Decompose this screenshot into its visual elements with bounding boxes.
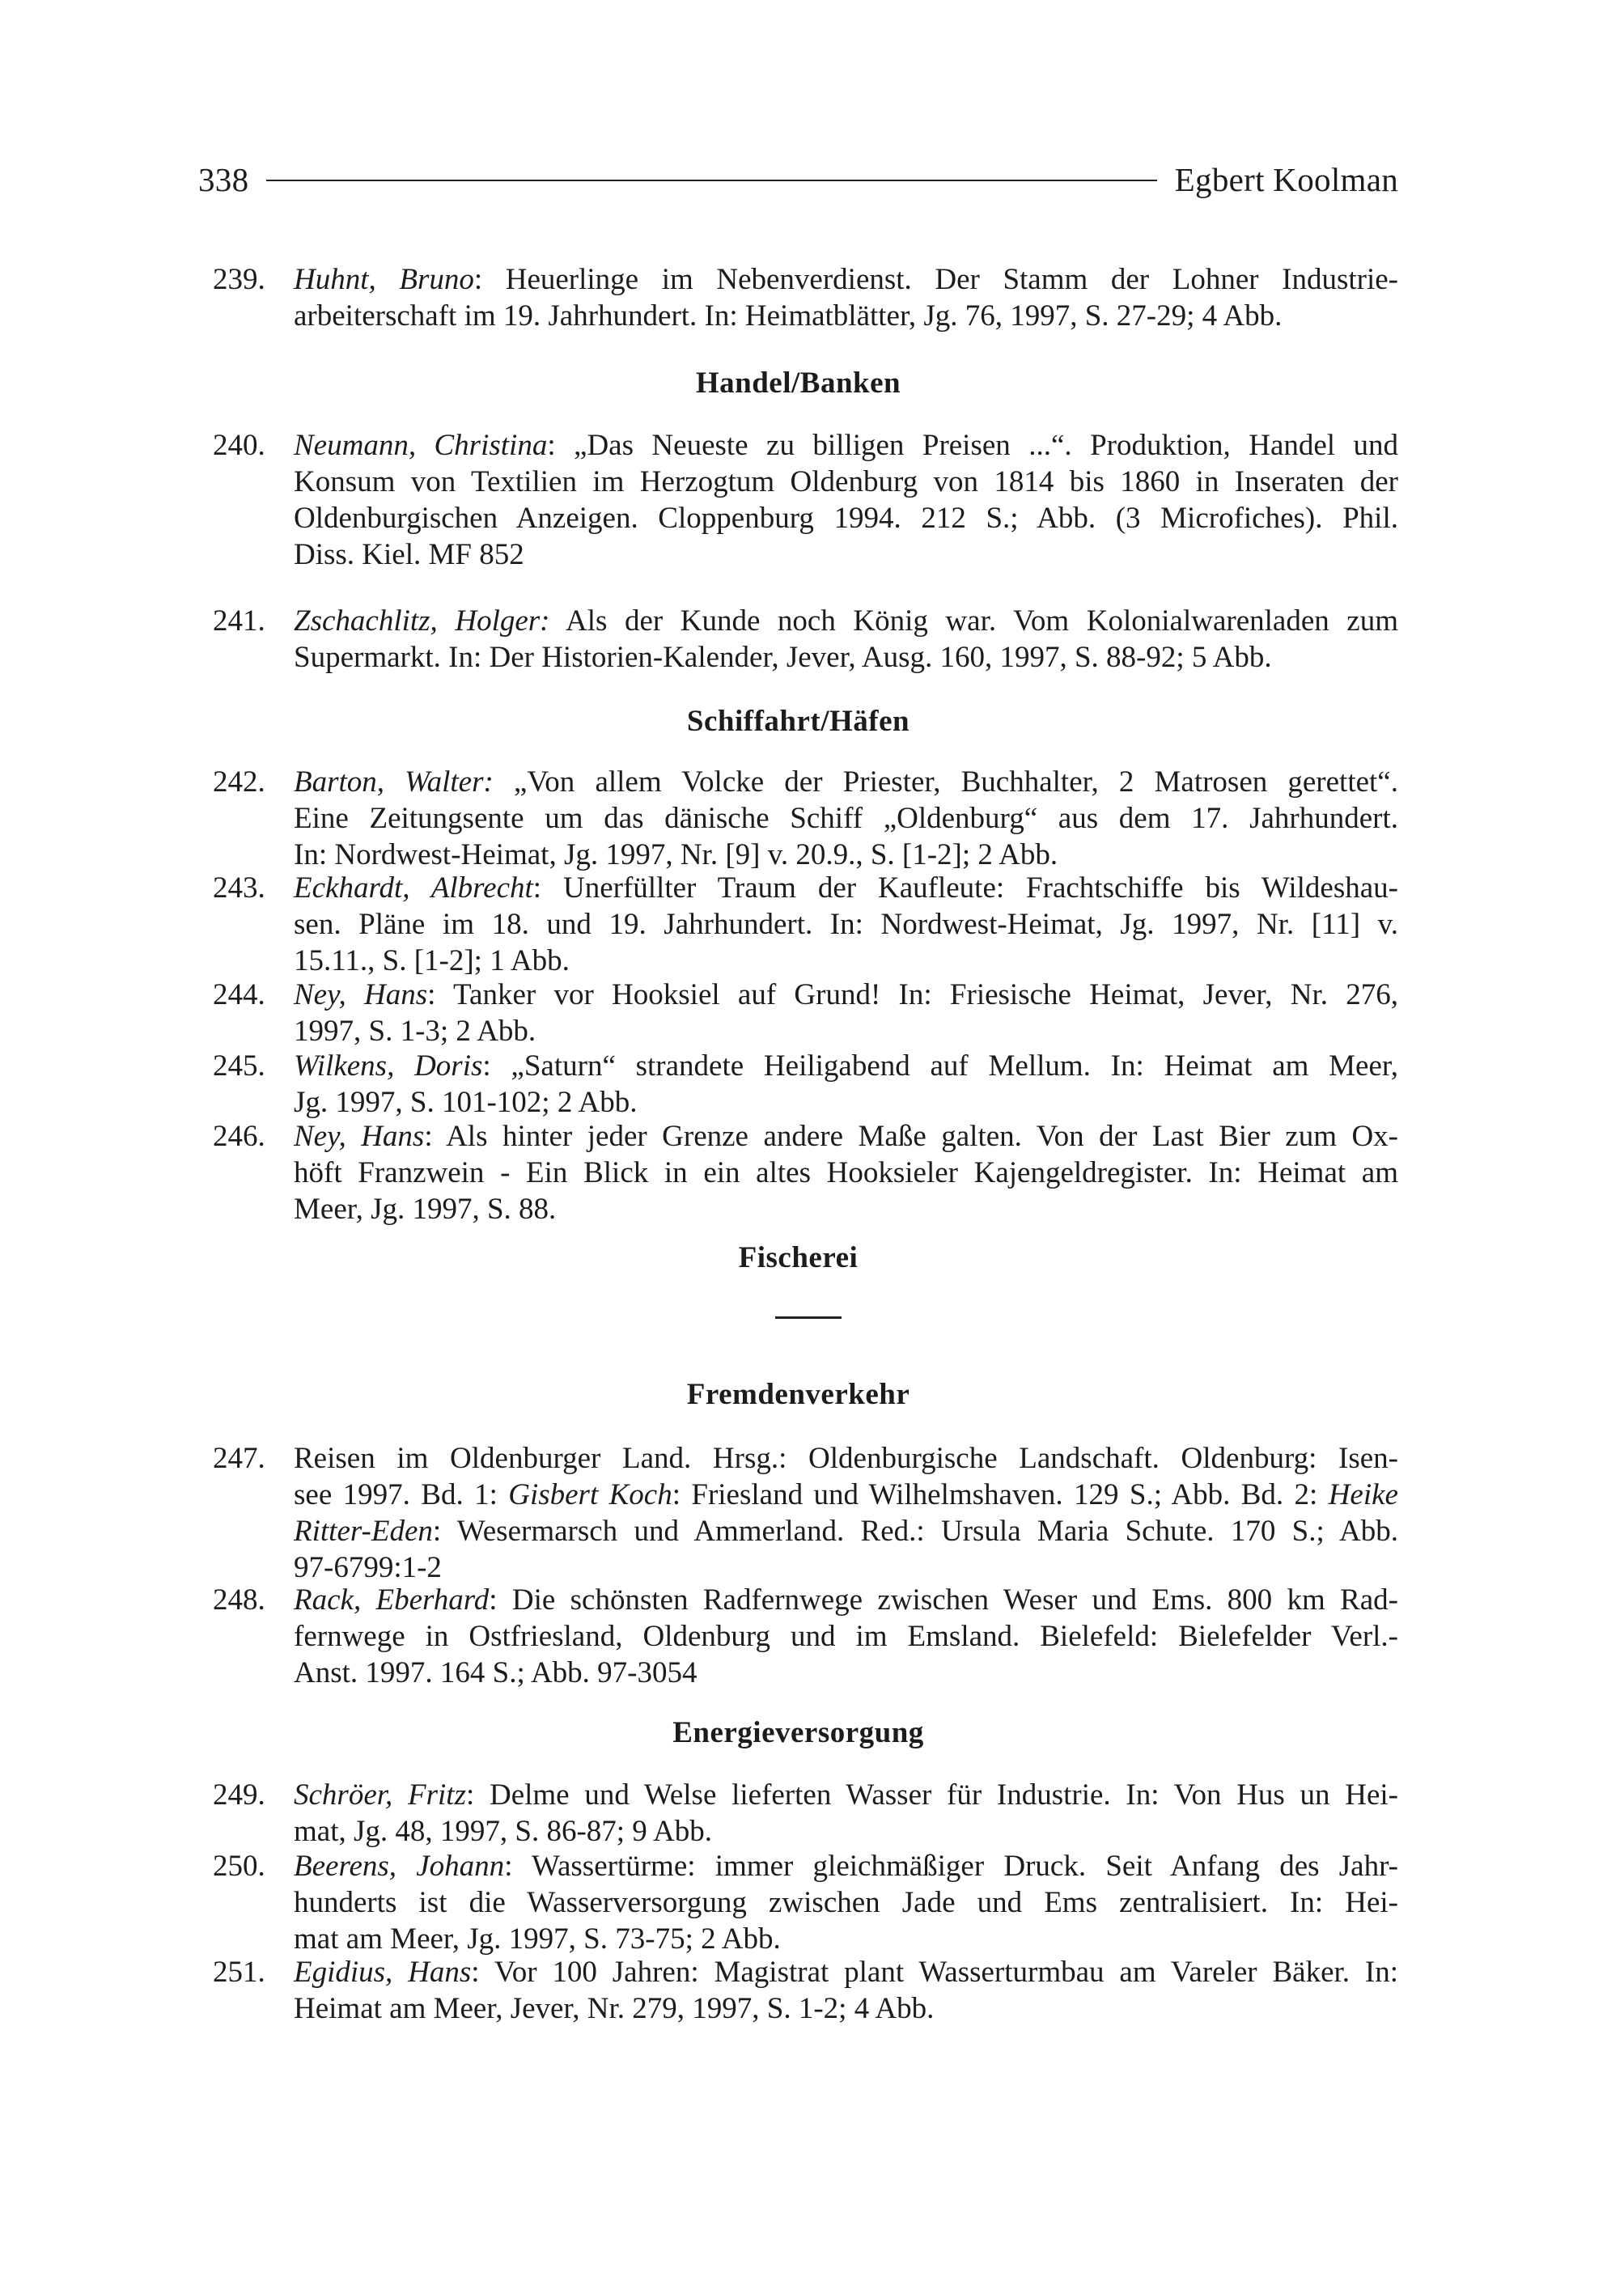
page-number: 338: [198, 161, 249, 198]
entry-author: Ney, Hans: [294, 978, 428, 1011]
entry-text: Eckhardt, Albrecht: Unerfüllter Traum der Kaufleute: Frachtschiffe bis Wildeshau- sen. Pläne im 18. und 19. Jahrhundert. In: Nordwest-Heimat, Jg. 1997, Nr. [11] v. 15.11., S. [1-2]; 1 Abb.: [294, 871, 1398, 977]
entry-author: Eckhardt, Albrecht: [294, 871, 533, 905]
entry-author: Ney, Hans: [294, 1120, 425, 1153]
entry-number: 248.: [213, 1583, 265, 1617]
entry-number: 246.: [213, 1120, 265, 1153]
entry-text: Rack, Eberhard: Die schönsten Radfernwege zwischen Weser und Ems. 800 km Rad- fernwege in Ostfriesland, Oldenburg und im Emsland. Bielefeld: Bielefelder Verl.- Anst. 1997. 164 S.; Abb. 97-3054: [294, 1583, 1399, 1689]
entry-text: Schröer, Fritz: Delme und Welse lieferten Wasser für Industrie. In: Von Hus un Hei- mat, Jg. 48, 1997, S. 86-87; 9 Abb.: [294, 1778, 1399, 1848]
entry-author: Schröer, Fritz: [294, 1778, 466, 1812]
entry-text: Egidius, Hans: Vor 100 Jahren: Magistrat plant Wasserturmbau am Vareler Bäker. In: Heimat am Meer, Jever, Nr. 279, 1997, S. 1-2; 4 Abb.: [294, 1956, 1398, 2025]
section-heading-handel-banken: Handel/Banken: [695, 367, 901, 400]
section-heading-fischerei: Fischerei: [738, 1241, 859, 1274]
entry-text: Ney, Hans: Als hinter jeder Grenze andere Maße galten. Von der Last Bier zum Ox- höft Franzwein - Ein Blick in ein altes Hooksieler Kajengeldregister. In: Heimat am Meer, Jg. 1997, S. 88.: [294, 1120, 1398, 1226]
entry-number: 244.: [213, 978, 265, 1011]
entry-author: Neumann, Christina: [294, 429, 548, 462]
entry-number: 240.: [213, 429, 265, 462]
section-heading-fremdenverkehr: Fremdenverkehr: [686, 1378, 910, 1411]
entry-text: Beerens, Johann: Wassertürme: immer gleichmäßiger Druck. Seit Anfang des Jahr- hunderts ist die Wasserversorgung zwischen Jade und Ems zentralisiert. In: Hei- mat am Meer, Jg. 1997, S. 73-75; 2 Abb.: [294, 1850, 1398, 1956]
entry-number: 243.: [213, 871, 265, 905]
entry-text: Reisen im Oldenburger Land. Hrsg.: Oldenburgische Landschaft. Oldenburg: Isen- see 1997. Bd. 1: Gisbert Koch: Friesland und Wilhelmshaven. 129 S.; Abb. Bd. 2: Heike Ritter-Eden: Wesermarsch und Ammerland. Red.: Ursula Maria Schute. 170 S.; Abb. 97-6799:1-2: [294, 1442, 1398, 1584]
entry-text: Wilkens, Doris: „Saturn“ strandete Heiligabend auf Mellum. In: Heimat am Meer, Jg. 1997, S. 101-102; 2 Abb.: [294, 1049, 1398, 1119]
entry-number: 247.: [213, 1442, 265, 1475]
header-rule: [266, 180, 1156, 181]
entry-text: Zschachlitz, Holger: Als der Kunde noch König war. Vom Kolonialwarenladen zum Supermarkt. In: Der Historien-Kalender, Jever, Ausg. 160, 1997, S. 88-92; 5 Abb.: [294, 604, 1398, 674]
entry-number: 251.: [213, 1956, 265, 1989]
header-author: Egbert Koolman: [1174, 161, 1398, 198]
entry-number: 239.: [213, 263, 265, 296]
entry-author: Wilkens, Doris: [294, 1049, 483, 1083]
entry-author: Beerens, Johann: [294, 1850, 505, 1883]
entry-author: Zschachlitz, Holger:: [294, 604, 550, 638]
section-heading-energieversorgung: Energieversorgung: [672, 1716, 924, 1749]
entry-author: Huhnt, Bruno: [294, 263, 474, 296]
entry-author: Rack, Eberhard: [294, 1583, 490, 1617]
entry-author: Barton, Walter:: [294, 765, 494, 799]
empty-section-dash: [775, 1316, 842, 1319]
entry-text: Huhnt, Bruno: Heuerlinge im Nebenverdienst. Der Stamm der Lohner Industrie- arbeiterschaft im 19. Jahrhundert. In: Heimatblätter, Jg. 76, 1997, S. 27-29; 4 Abb.: [294, 263, 1399, 333]
entry-text: Barton, Walter: „Von allem Volcke der Priester, Buchhalter, 2 Matrosen gerettet“. Eine Zeitungsente um das dänische Schiff „Oldenburg“ aus dem 17. Jahrhundert. In: Nordwest-Heimat, Jg. 1997, Nr. [9] v. 20.9., S. [1-2]; 2 Abb.: [294, 765, 1398, 871]
entry-text: Ney, Hans: Tanker vor Hooksiel auf Grund! In: Friesische Heimat, Jever, Nr. 276, 1997, S. 1-3; 2 Abb.: [294, 978, 1398, 1048]
entry-number: 245.: [213, 1049, 265, 1083]
section-heading-schiffahrt: Schiffahrt/Häfen: [686, 705, 910, 738]
entry-author: Egidius, Hans: [294, 1956, 472, 1989]
entry-number: 241.: [213, 604, 265, 638]
entry-number: 249.: [213, 1778, 265, 1812]
entry-number: 250.: [213, 1850, 265, 1883]
running-header: [198, 160, 1398, 199]
entry-text: Neumann, Christina: „Das Neueste zu billigen Preisen ...“. Produktion, Handel und Konsum von Textilien im Herzogtum Oldenburg von 1814 bis 1860 in Inseraten der Oldenburgischen Anzeigen. Cloppenburg 1994. 212 S.; Abb. (3 Microfiches). Phil. Diss. Kiel. MF 852: [294, 429, 1398, 571]
entry-number: 242.: [213, 765, 265, 799]
